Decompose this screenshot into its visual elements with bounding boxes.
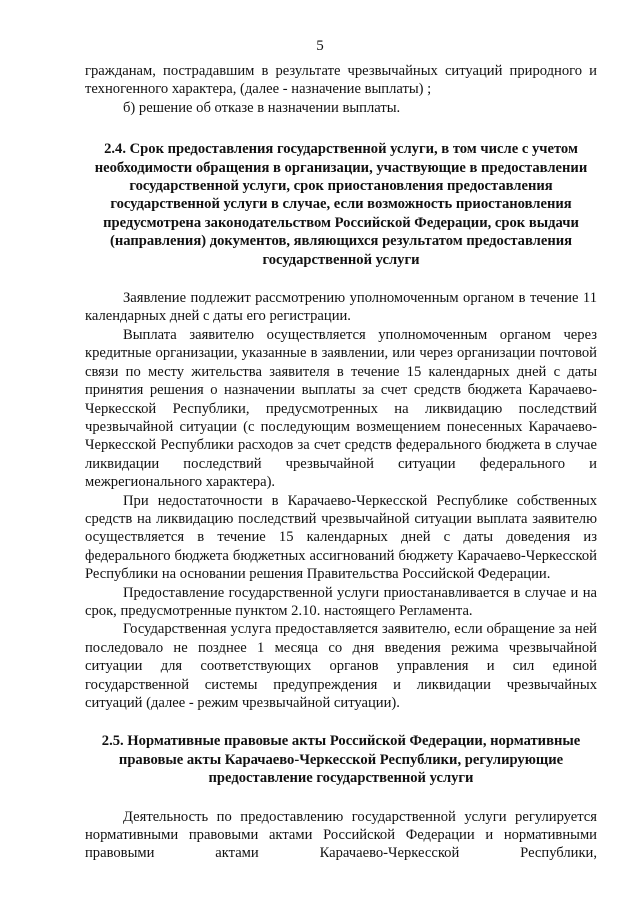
list-item-b: б) решение об отказе в назначении выплаты. <box>123 99 401 116</box>
page-content <box>85 62 597 863</box>
section-2-4-paragraph-3: При недостаточности в Карачаево-Черкесской Республике собственных средств на ликвидацию последствий чрезвычайной ситуации выплата заявителю осуществляется в течение 15 календарных дней с даты доведения из федерального бюджета бюджетных ассигнований бюджету Карачаево-Черкесской Республики на основании решения Правительства Российской Федерации. <box>85 492 597 583</box>
intro-paragraph: гражданам, пострадавшим в результате чрезвычайных ситуаций природного и техногенного характера, (далее - назначение выплаты) ; <box>85 63 597 98</box>
section-2-5-heading: 2.5. Нормативные правовые акты Российской Федерации, нормативные правовые акты Карачаево-Черкесской Республики, регулирующие предоставление государственной услуги <box>101 733 581 787</box>
section-2-4-paragraph-4: Предоставление государственной услуги приостанавливается в случае и на срок, предусмотренные пунктом 2.10. настоящего Регламента. <box>85 584 597 619</box>
section-2-4-heading: 2.4. Срок предоставления государственной услуги, в том числе с учетом необходимости обращения в организации, участвующие в предоставлении государственной услуги, срок приостановления предоставления государственной услуги в случае, если возможность приостановления предусмотрена законодательством Российской Федерации, срок выдачи (направления) документов, являющихся результатом предоставления государственной услуги <box>94 141 588 268</box>
section-2-4-paragraph-5: Государственная услуга предоставляется заявителю, если обращение за ней последовало не позднее 1 месяца со дня введения режима чрезвычайной ситуации для соответствующих органов управления и сил единой государственной системы предупреждения и ликвидации чрезвычайных ситуаций (далее - режим чрезвычайной ситуации). <box>85 621 597 711</box>
section-2-5-paragraph-1: Деятельность по предоставлению государственной услуги регулируется нормативными правовыми актами Российской Федерации и нормативными правовыми актами Карачаево-Черкесской Республики, <box>85 808 597 862</box>
section-2-4-paragraph-1: Заявление подлежит рассмотрению уполномоченным органом в течение 11 календарных дней с даты его регистрации. <box>85 290 597 325</box>
page-number: 5 <box>316 38 324 54</box>
section-2-4-paragraph-2: Выплата заявителю осуществляется уполномоченным органом через кредитные организации, указанные в заявлении, или через организации почтовой связи по месту жительства заявителя в течение 15 календарных дней с даты принятия решения о назначении выплаты за счет средств бюджета Карачаево-Черкесской Республики, предусмотренных на ликвидацию последствий чрезвычайной ситуации (с последующим возмещением понесенных Карачаево-Черкесской Республики расходов за счет средств федерального бюджета в случае ликвидации последствий чрезвычайной ситуации федерального и межрегионального характера). <box>85 326 597 491</box>
